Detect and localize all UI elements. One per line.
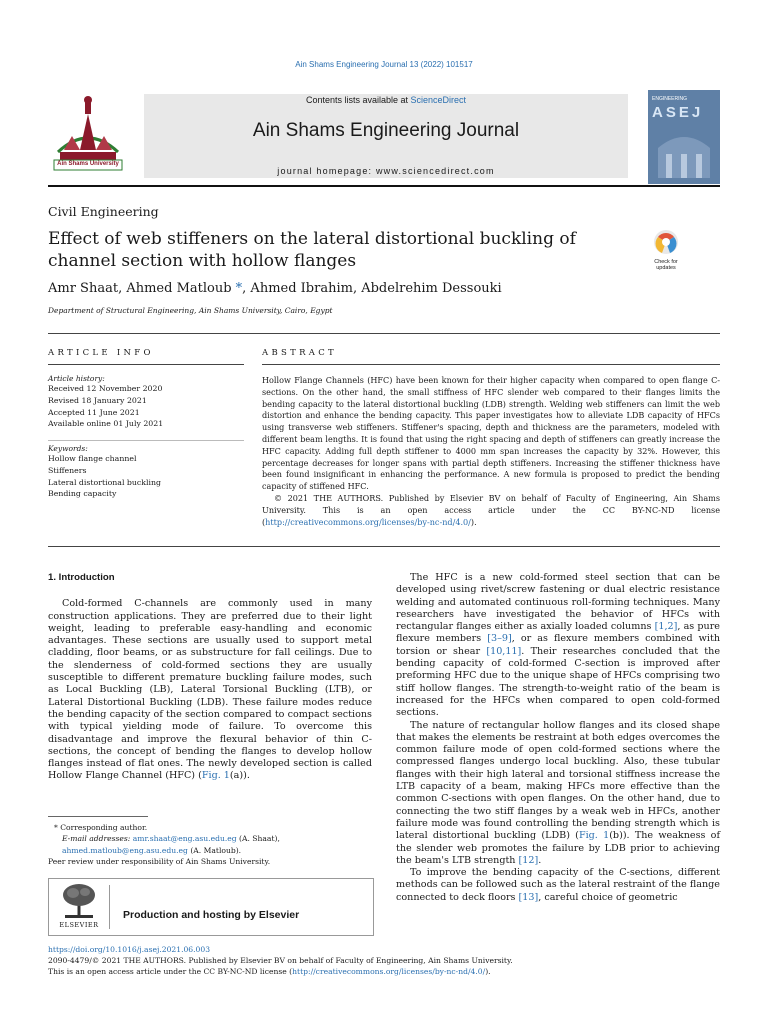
email-link[interactable]: amr.shaat@eng.asu.edu.eg: [132, 834, 237, 844]
license-end: ).: [485, 967, 491, 976]
paragraph-text: The HFC is a new cold-formed steel section that can be developed using rivet/screw fastening or dual electric resistance welding and automated continuous roll-forming techniques. Many researchers have investigated the behavior of HFCs with rectangular flanges either as axially loaded columns: [396, 572, 720, 633]
paragraph-text: . Their researches concluded that the bending capacity of cold-formed C-section is improved after preforming HFC due to the unique shape of HFCs comprising two stiff hollow flanges. The strength-to-weight ratio of the beam is increased for the HFCs when compared to open cold-formed sections.: [396, 645, 721, 719]
email-owner: (A. Matloub).: [187, 845, 242, 855]
copyright-text: © 2021 THE AUTHORS. Published by Elsevier BV on behalf of Faculty of Engineering, Ain Shams University. This is an open access article under the CC BY-NC-ND license (: [262, 492, 720, 527]
body-left-column: [48, 572, 372, 783]
paragraph-text: The nature of rectangular hollow flanges and its closed shape that makes the elements be restraint at both edges overcomes the common failure mode of open cold-formed sections where the compressed flanges undergo local buckling. Also, these tubular flanges with their high lateral and torsional stiffness increase the LTB capacity of a beam, making HFCs more effective than the common C-sections with open flanges. On the other hand, due to connecting the two stiff flanges by a weak web in HFCs, another failure mode was found controlling the bending strength which is lateral distortional buckling (LDB) (: [396, 719, 720, 842]
affiliation: Department of Structural Engineering, Ain Shams University, Cairo, Egypt: [48, 306, 333, 315]
cover-brand: ASEJ: [652, 104, 704, 121]
article-history: [48, 374, 244, 430]
contents-line: [144, 95, 628, 105]
license-link[interactable]: http://creativecommons.org/licenses/by-nc-nd/4.0/: [265, 516, 471, 527]
history-accepted: Accepted 11 June 2021: [48, 407, 140, 417]
history-label: Article history:: [48, 374, 105, 383]
divider: [109, 885, 110, 929]
email-line: [48, 833, 372, 856]
keyword: Bending capacity: [48, 489, 117, 499]
journal-cover: [648, 90, 720, 184]
crossmark-label: Check for updates: [654, 259, 678, 271]
citation[interactable]: [13]: [518, 891, 539, 903]
paragraph-text: , careful choice of geometric: [538, 891, 678, 903]
license-line: [48, 966, 728, 977]
paragraph: [396, 720, 720, 868]
paragraph-text: , or as flexure members combined with torsion or shear: [396, 633, 720, 657]
paragraph: [396, 867, 720, 904]
authors-first: Amr Shaat, Ahmed Matloub: [48, 281, 232, 296]
citation[interactable]: [10,11]: [486, 645, 522, 657]
paragraph: [48, 598, 372, 782]
history-received: Received 12 November 2020: [48, 384, 163, 393]
journal-homepage[interactable]: journal homepage: www.sciencedirect.com: [277, 166, 495, 176]
elsevier-tree-icon: [59, 883, 99, 919]
university-logo: [48, 94, 128, 176]
copyright-end: ).: [470, 516, 477, 527]
corresponding-author-mark[interactable]: *: [231, 281, 243, 296]
email-owner: (A. Shaat),: [236, 834, 280, 844]
abstract: [262, 375, 720, 528]
section-label: Civil Engineering: [48, 204, 159, 219]
journal-reference[interactable]: Ain Shams Engineering Journal 13 (2022) 101517: [295, 60, 473, 69]
divider: [48, 440, 244, 441]
elsevier-box: [48, 878, 374, 936]
divider: [262, 364, 720, 365]
citation[interactable]: [3–9]: [487, 633, 512, 645]
issn-line: 2090-4479/© 2021 THE AUTHORS. Published by Elsevier BV on behalf of Faculty of Engineering, Ain Shams University.: [48, 956, 513, 965]
abstract-text: Hollow Flange Channels (HFC) have been known for their higher capacity when compared to open flange C-sections. On the other hand, the small stiffness of HFC slender web compared to their flanges limits the bending capacity to the lateral distortional buckling (LDB) strength. Welding web stiffeners can limit the web distortion and enhance the bending capacity. This paper investigates how to alleviate LDB capacity of HFCs using transverse web stiffeners. Stiffener's spacing, depth and thickness are the parameters, modeled with different beam lengths. It is found that using the right spacing and depth of stiffeners can greatly increase the HFC capacity. Adding full depth stiffener to 4000 mm span increases the capacity by 32%. However, this percentage decreases for longer spans with partial depth stiffeners. Increasing the stiffener thickness have been found insignificant in enhancing the performance. A new formula is proposed to predict the bending capacity of stiffened HFC.: [262, 375, 720, 492]
keyword: Hollow flange channel: [48, 454, 137, 463]
paragraph-text: Cold-formed C-channels are commonly used in many construction applications. They are preferred due to their light weight, leading to preferable easy-handling and economic advantages. These sections are usually used to support metal cladding, floor beams, or as substructure for fall ceilings. Due to the slenderness of cold-formed sections they are usually susceptible to different premature buckling failure modes, such as Local Buckling (LB), Lateral Torsional Buckling (LTB), or Lateral Distortional Buckling (LDB). These failure modes reduce the bending capacity of the section compared to compact sections with typical yielding mode of failure. To overcome this disadvantage and improve the flexural behavior of thin C-sections, the concept of bending the flanges to develop hollow flanges instead of flat ones. The newly developed section is called Hollow Flange Channel (HFC) (: [48, 598, 372, 782]
figure-reference[interactable]: Fig. 1: [578, 830, 610, 842]
article-info-heading: ARTICLE INFO: [48, 348, 154, 358]
paragraph-text: (b)). The weakness of the slender web promotes the failure by LDB prior to achieving the beam's LTB strength: [396, 830, 720, 866]
figure-reference[interactable]: Fig. 1: [201, 770, 230, 782]
page-footer: [48, 944, 728, 977]
contents-prefix: Contents lists available at: [305, 95, 411, 105]
sciencedirect-link[interactable]: ScienceDirect: [410, 95, 467, 105]
history-online: Available online 01 July 2021: [48, 419, 164, 429]
paragraph: [396, 572, 720, 720]
history-revised: Revised 18 January 2021: [48, 395, 147, 405]
divider: [48, 333, 720, 334]
cover-label: ENGINEERING: [652, 96, 688, 102]
email-label: E-mail addresses:: [62, 834, 133, 844]
keyword: Lateral distortional buckling: [48, 477, 162, 487]
keywords-label: Keywords:: [48, 444, 88, 453]
check-for-updates-badge[interactable]: [646, 229, 686, 269]
keywords: [48, 444, 244, 500]
paragraph-text: (a)).: [229, 770, 250, 782]
authors-rest: , Ahmed Ibrahim, Abdelrehim Dessouki: [242, 281, 502, 296]
elsevier-wordmark: ELSEVIER: [59, 921, 99, 929]
license-prefix: This is an open access article under the CC BY-NC-ND license (: [48, 967, 293, 976]
body-right-column: [396, 572, 720, 904]
keyword: Stiffeners: [48, 465, 87, 475]
divider: [48, 546, 720, 547]
introduction-heading: 1. Introduction: [48, 572, 115, 583]
paragraph-text: , as pure flexure members: [396, 621, 720, 645]
production-label: Production and hosting by Elsevier: [123, 909, 300, 921]
doi-link[interactable]: https://doi.org/10.1016/j.asej.2021.06.003: [48, 945, 211, 954]
footnote: [48, 822, 372, 867]
journal-title: Ain Shams Engineering Journal: [252, 120, 520, 141]
header-rule: [48, 185, 720, 187]
citation[interactable]: [12]: [518, 854, 539, 866]
article-title: Effect of web stiffeners on the lateral distortional buckling of channel section with hollow flanges: [48, 229, 576, 271]
author-list: [48, 281, 502, 296]
license-link[interactable]: http://creativecommons.org/licenses/by-nc-nd/4.0/: [292, 967, 486, 976]
email-link[interactable]: ahmed.matloub@eng.asu.edu.eg: [62, 845, 188, 855]
footnote-rule: [48, 816, 148, 817]
paragraph-text: .: [538, 854, 542, 866]
peer-review-note: Peer review under responsibility of Ain Shams University.: [48, 856, 271, 866]
corresponding-note: * Corresponding author.: [54, 823, 148, 832]
logo-caption: Ain Shams University: [57, 161, 119, 167]
paragraph-text: To improve the bending capacity of the C-sections, different methods can be followed such as the lateral restraint of the flange connected to deck floors: [396, 867, 720, 903]
abstract-heading: ABSTRACT: [262, 348, 337, 358]
citation[interactable]: [1,2]: [654, 621, 678, 633]
crossmark-icon: [646, 229, 686, 255]
abstract-copyright: [262, 493, 720, 528]
divider: [48, 364, 244, 365]
